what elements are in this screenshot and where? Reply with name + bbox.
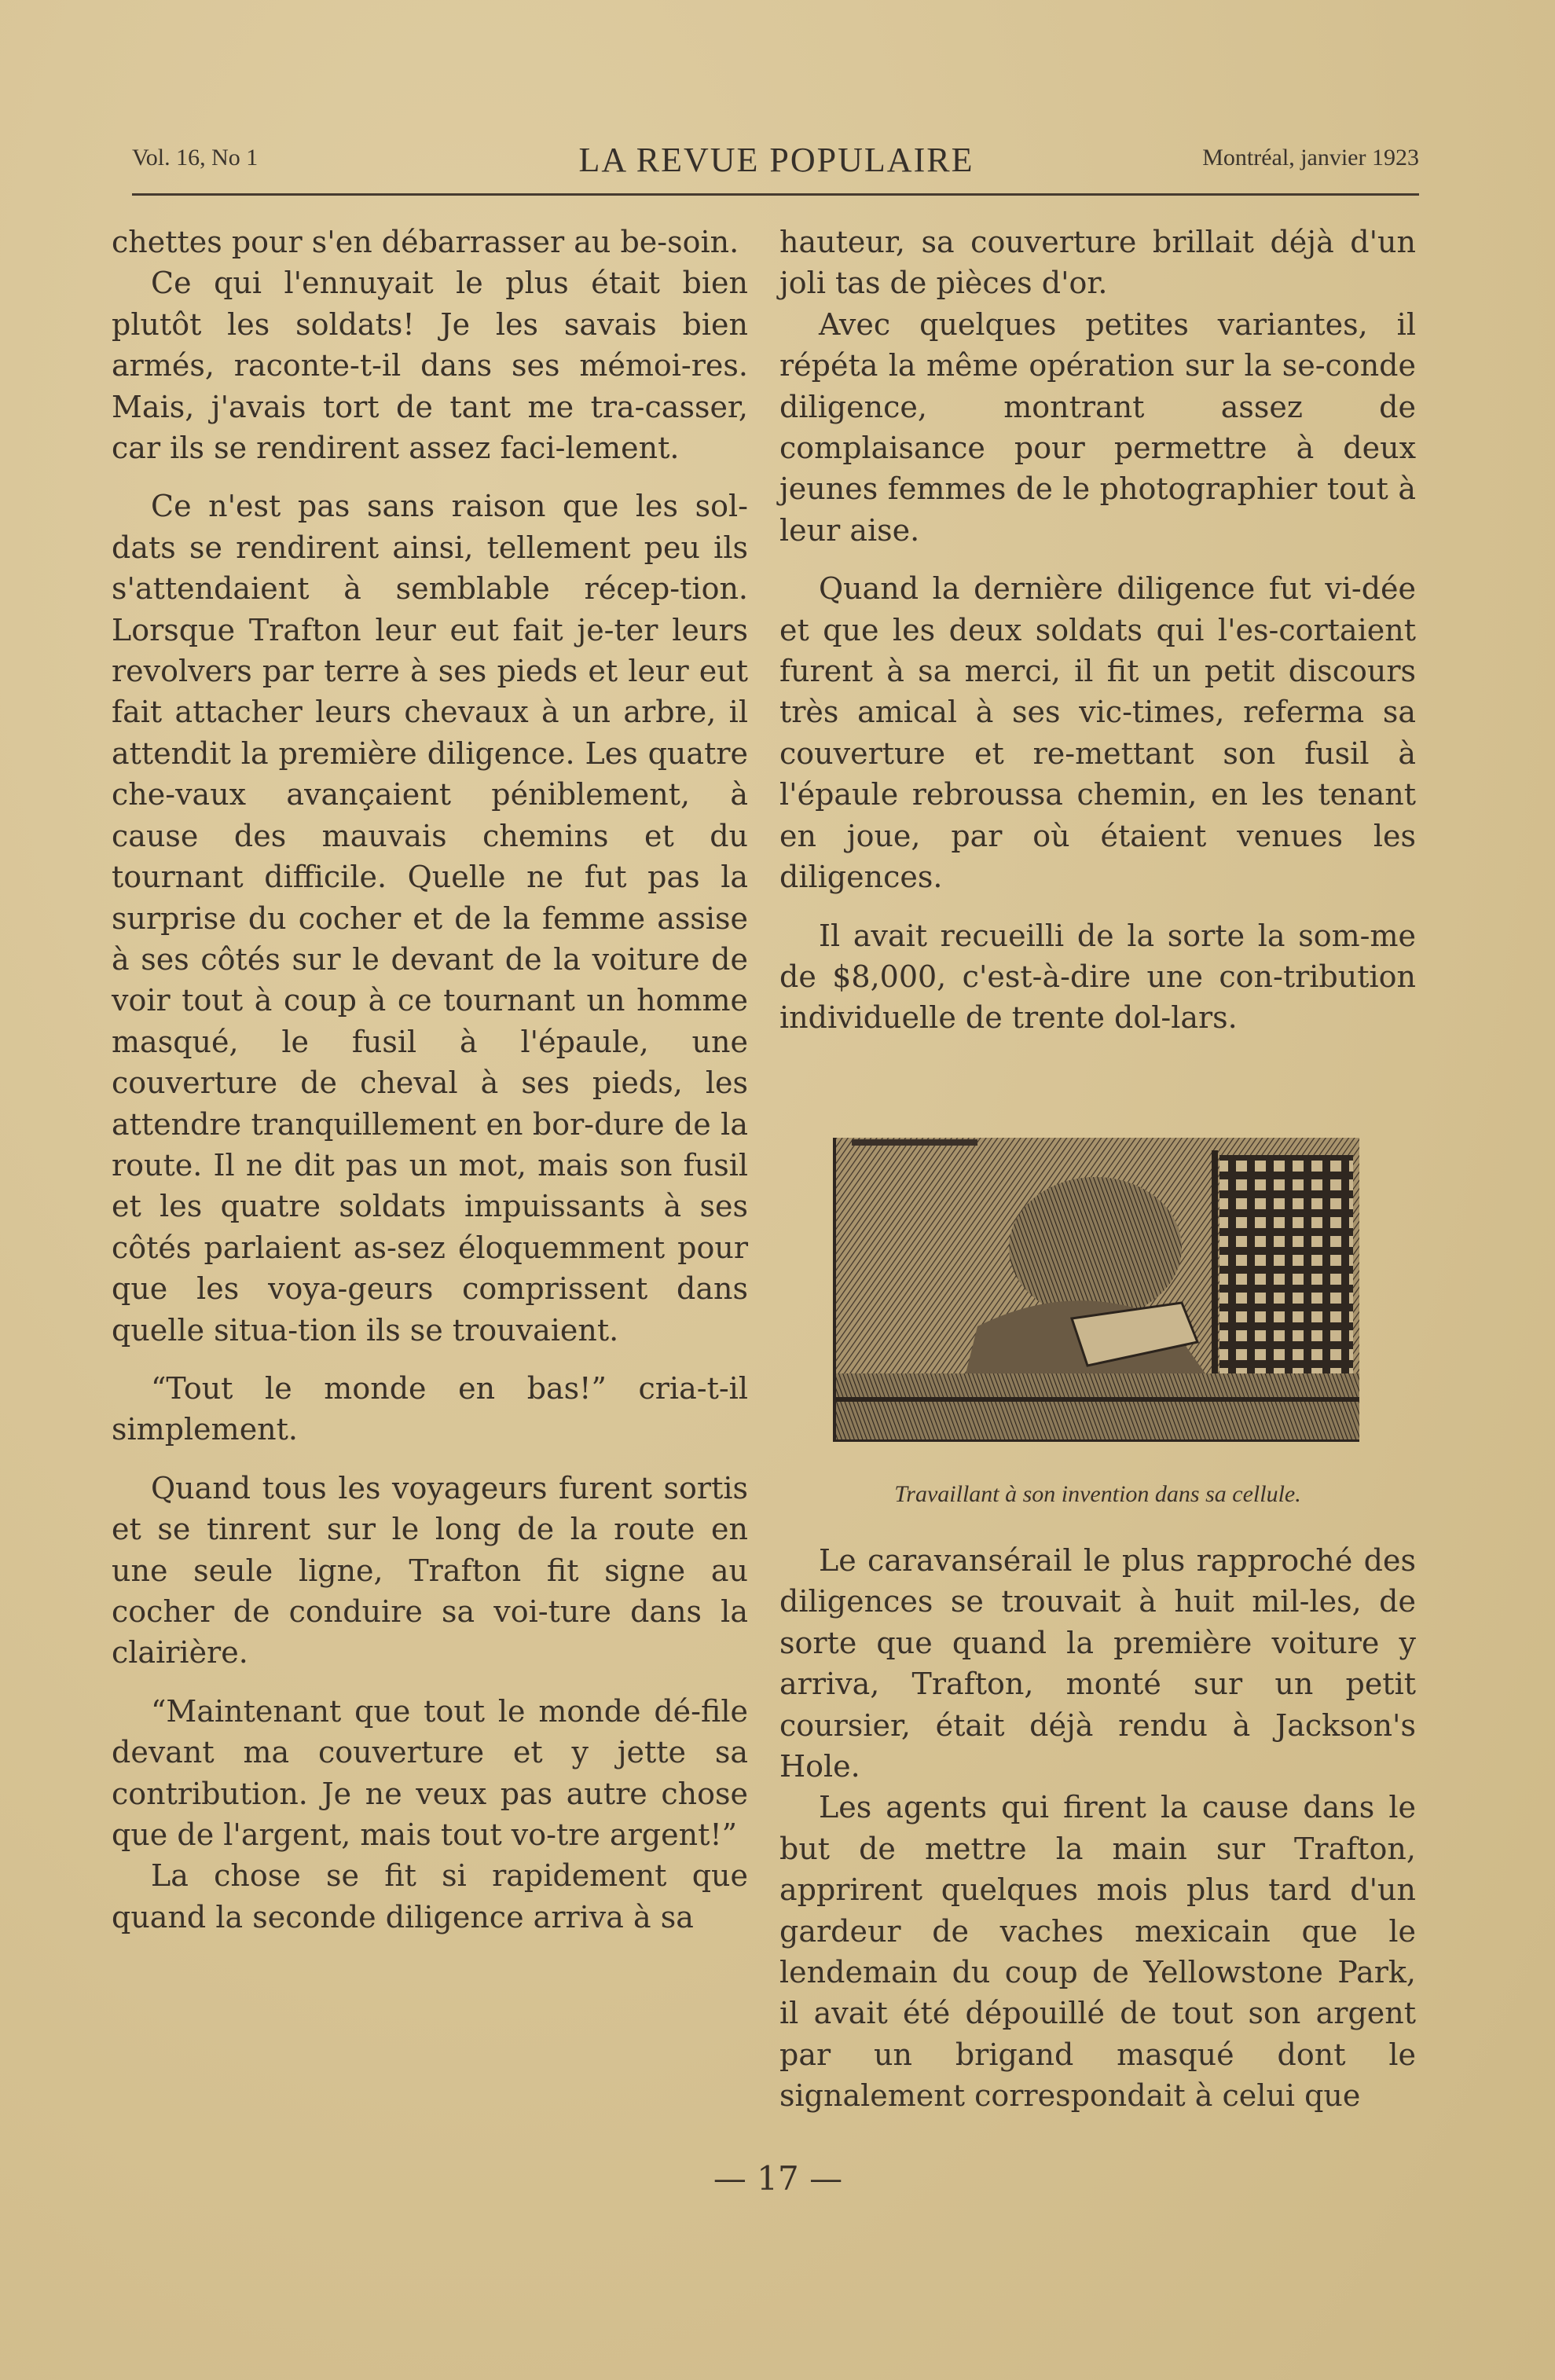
right-column-bottom [779,1540,1416,2117]
paragraph: La chose se fit si rapidement que quand la seconde diligence arriva à sa [112,1858,748,1934]
paragraph: hauteur, sa couverture brillait déjà d'un joli tas de pièces d'or. [779,225,1416,301]
left-column [112,222,748,1938]
paragraph: Il avait recueilli de la sorte la som-me de $8,000, c'est-à-dire une con-tribution individuelle de trente dol-lars. [779,918,1416,1036]
paragraph: “Maintenant que tout le monde dé-file devant ma couverture et y jette sa contribution. Je ne veux pas autre chose que de l'argent, mais tout vo-tre argent!” [112,1693,748,1853]
engraving-image [836,1138,1359,1439]
illustration [833,1138,1359,1442]
paragraph: “Tout le monde en bas!” cria-t-il simplement. [112,1370,748,1447]
volume-number: Vol. 16, No 1 [132,145,259,171]
issue-date: Montréal, janvier 1923 [1202,145,1419,171]
paragraph: Avec quelques petites variantes, il répéta la même opération sur la se-conde diligence, montrant assez de complaisance pour permettre à deux jeunes femmes de le photographier tout à leur aise. [779,306,1416,548]
publication-title: LA REVUE POPULAIRE [578,141,974,179]
page-number: — 17 — [713,2159,843,2198]
paragraph: Quand tous les voyageurs furent sortis et se tinrent sur le long de la route en une seule ligne, Trafton fit signe au cocher de conduire sa voi-ture dans la clairière. [112,1470,748,1670]
paragraph: Ce qui l'ennuyait le plus était bien plutôt les soldats! Je les savais bien armés, raconte-t-il dans ses mémoi-res. Mais, j'avais tort de tant me tra-casser, car ils se rendirent assez faci-lement. [112,266,748,466]
page-header [132,140,1419,187]
header-rule [132,193,1419,196]
paragraph: Ce n'est pas sans raison que les sol-dats se rendirent ainsi, tellement peu ils s'attendaient à semblable récep-tion. Lorsque Trafton leur eut fait je-ter leurs revolvers par terre à ses pieds et leur eut fait attacher leurs chevaux à un arbre, il attendit la première diligence. Les quatre che-vaux avançaient péniblement, à cause des mauvais chemins et du tournant difficile. Quelle ne fut pas la surprise du cocher et de la femme assise à ses côtés sur le devant de la voiture de voir tout à coup à ce tournant un homme masqué, le fusil à l'épaule, une couverture de cheval à ses pieds, les attendre tranquillement en bor-dure de la route. Il ne dit pas un mot, mais son fusil et les quatre soldats impuissants à ses côtés parlaient as-sez éloquemment pour que les voya-geurs comprissent dans quelle situa-tion ils se trouvaient. [112,489,748,1348]
paragraph: Quand la dernière diligence fut vi-dée et que les deux soldats qui l'es-cortaient furent à sa merci, il fit un petit discours très amical à ses vic-times, referma sa couverture et re-mettant son fusil à l'épaule rebroussa chemin, en les tenant en joue, par où étaient venues les diligences. [779,571,1416,895]
paragraph: chettes pour s'en débarrasser au be-soin. [112,225,739,259]
figure-caption: Travaillant à son invention dans sa cellule. [894,1481,1301,1507]
paragraph: Le caravansérail le plus rapproché des diligences se trouvait à huit mil-les, de sorte que quand la première voiture y arriva, Trafton, monté sur un petit coursier, était déjà rendu à Jackson's Hole. [779,1543,1416,1784]
right-column-top [779,222,1416,1039]
paragraph: Les agents qui firent la cause dans le but de mettre la main sur Trafton, apprirent quelques mois plus tard d'un gardeur de vaches mexicain que le lendemain du coup de Yellowstone Park, il avait été dépouillé de tout son argent par un brigand masqué dont le signalement correspondait à celui que [779,1790,1416,2114]
